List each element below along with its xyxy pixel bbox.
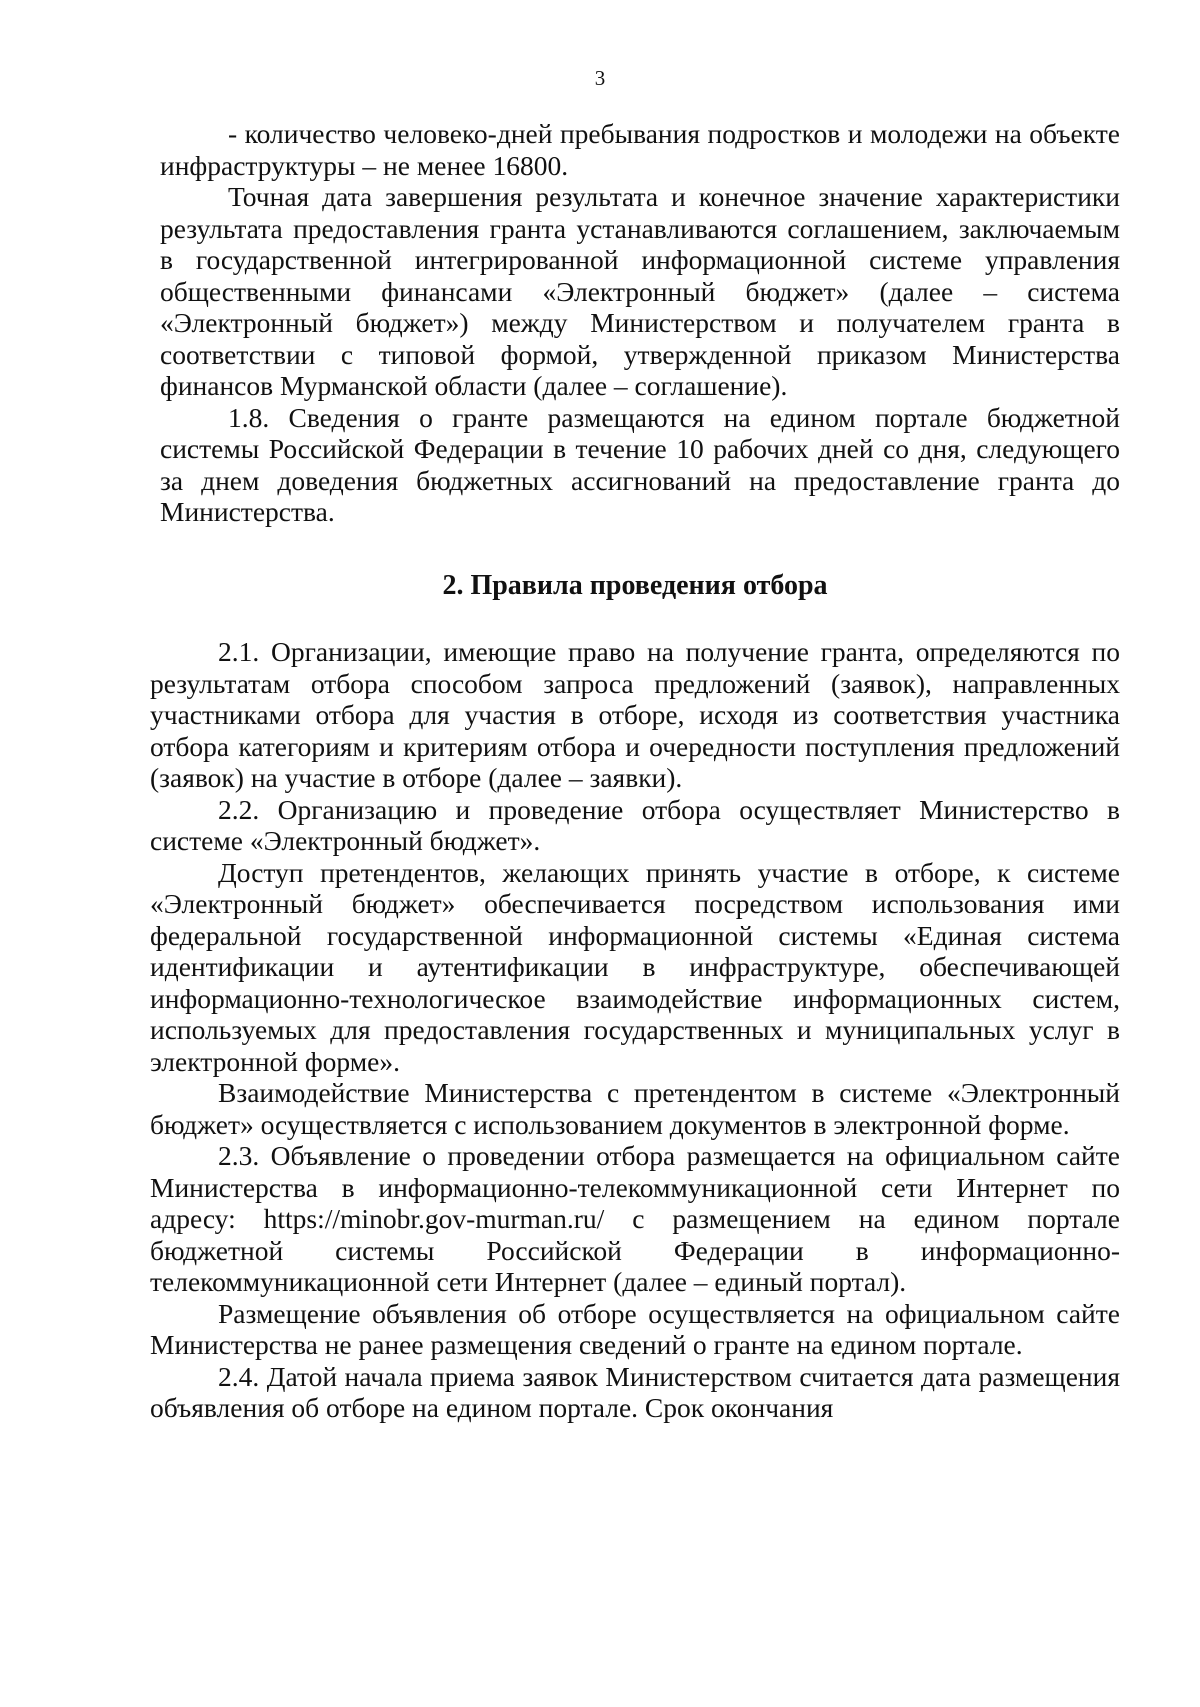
- paragraph-1-8: 1.8. Сведения о гранте размещаются на едином портале бюджетной системы Российской Федерации в течение 10 рабочих дней со дня, следующего за днем доведения бюджетных ассигнований на предоставление гранта до Министерства.: [160, 401, 1120, 527]
- page-number: 3: [594, 66, 606, 90]
- section-2-block: [150, 570, 1120, 1424]
- paragraph-interaction: Взаимодействие Министерства с претендентом в системе «Электронный бюджет» осуществляется с использованием документов в электронной форме.: [150, 1077, 1120, 1140]
- paragraph-2-2: 2.2. Организацию и проведение отбора осуществляет Министерство в системе «Электронный бюджет».: [150, 793, 1120, 856]
- paragraph-2-1: 2.1. Организации, имеющие право на получение гранта, определяются по результатам отбора способом запроса предложений (заявок), направленных участниками отбора для участия в отборе, исходя из соответствия участника отбора категориям и критериям отбора и очередности поступления предложений (заявок) на участие в отборе (далее – заявки).: [150, 636, 1120, 793]
- paragraph-2-3: 2.3. Объявление о проведении отбора размещается на официальном сайте Министерства в информационно-телекоммуникационной сети Интернет по адресу: https://minobr.gov-murman.ru/ с размещением на едином портале бюджетной системы Российской Федерации в информационно-телекоммуникационной сети Интернет (далее – единый портал).: [150, 1140, 1120, 1297]
- section-heading: 2. Правила проведения отбора: [442, 570, 828, 601]
- paragraph-indicator-days: - количество человеко-дней пребывания подростков и молодежи на объекте инфраструктуры – не менее 16800.: [160, 118, 1120, 181]
- paragraph-2-4: 2.4. Датой начала приема заявок Министерством считается дата размещения объявления об отборе на едином портале. Срок окончания: [150, 1360, 1120, 1423]
- paragraph-agreement: Точная дата завершения результата и конечное значение характеристики результата предоставления гранта устанавливаются соглашением, заключаемым в государственной интегрированной информационной системе управления общественными финансами «Электронный бюджет» (далее – система «Электронный бюджет») между Министерством и получателем гранта в соответствии с типовой формой, утвержденной приказом Министерства финансов Мурманской области (далее – соглашение).: [160, 181, 1120, 401]
- top-text-block: [160, 118, 1120, 528]
- paragraph-announcement-placement: Размещение объявления об отборе осуществляется на официальном сайте Министерства не ранее размещения сведений о гранте на едином портале.: [150, 1297, 1120, 1360]
- paragraph-access: Доступ претендентов, желающих принять участие в отборе, к системе «Электронный бюджет» обеспечивается посредством использования ими федеральной государственной информационной системы «Единая система идентификации и аутентификации в инфраструктуре, обеспечивающей информационно-технологическое взаимодействие информационных систем, используемых для предоставления государственных и муниципальных услуг в электронной форме».: [150, 856, 1120, 1077]
